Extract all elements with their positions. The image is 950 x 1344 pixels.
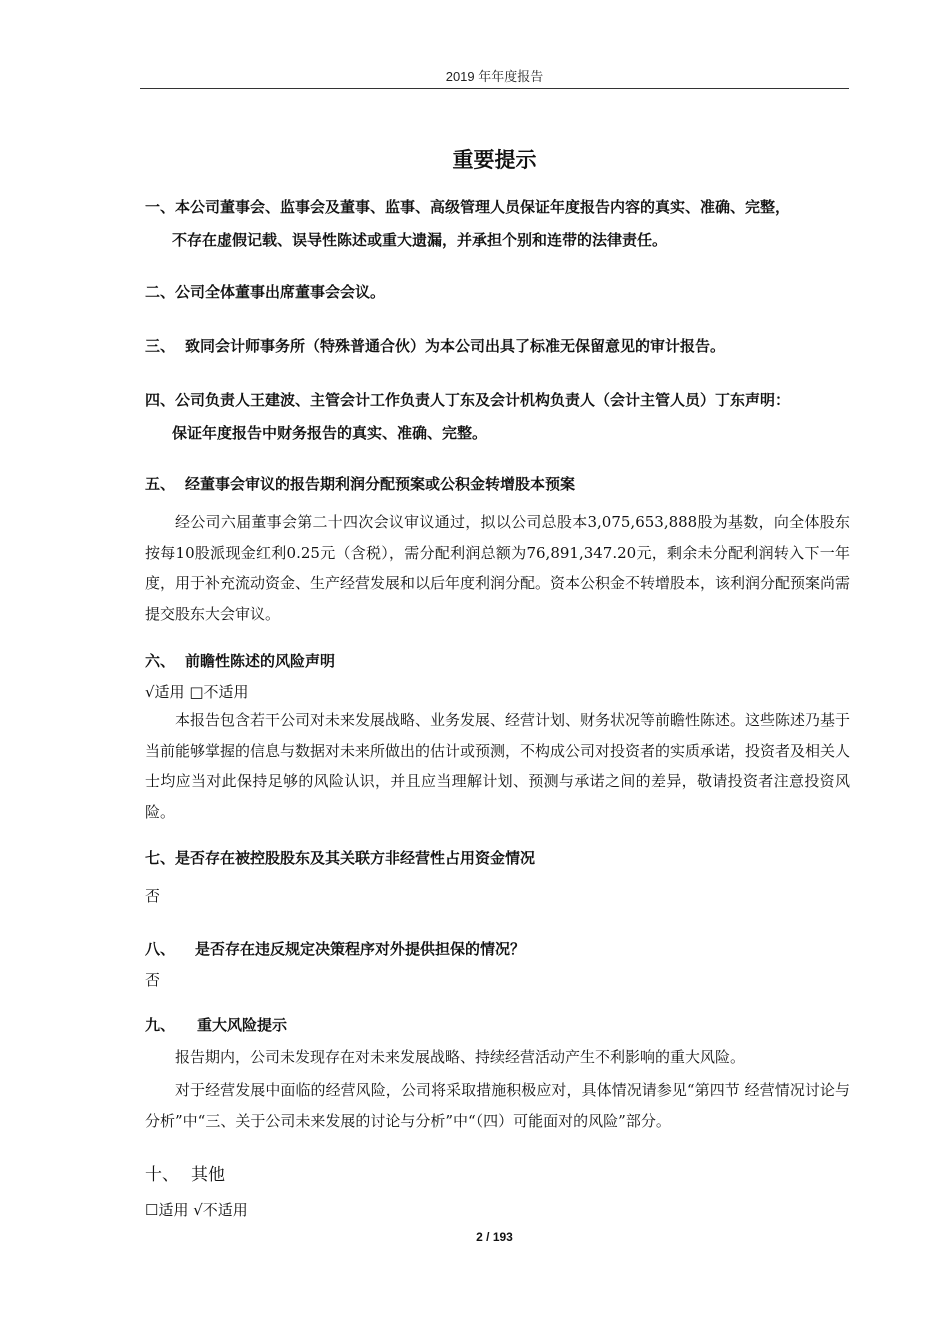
item-1-text: 本公司董事会、监事会及董事、监事、高级管理人员保证年度报告内容的真实、准确、完整， [175, 198, 791, 216]
item-1-heading [145, 190, 790, 224]
item-7-text: 是否存在被控股股东及其关联方非经营性占用资金情况 [175, 849, 536, 867]
item-1-number: 一、 [145, 198, 176, 216]
item-6-applicability: √适用 □不适用 [145, 683, 249, 701]
item-8-answer: 否 [145, 971, 161, 989]
item-9-body-1: 报告期内，公司未发现存在对未来发展战略、持续经营活动产生不利影响的重大风险。 [175, 1048, 746, 1066]
item-5-heading [145, 467, 575, 501]
item-8-heading [145, 932, 525, 966]
header-rule [140, 88, 849, 89]
item-5-body: 经公司六届董事会第二十四次会议审议通过，拟以公司总股本3,075,653,888股为基数，向全体股东按每10股派现金红利0.25元（含税），需分配利润总额为76,891,347.20元，剩余未分配利润转入下一年度，用于补充流动资金、生产经营发展和以后年度利润分配。资本公积金不转增股本，该利润分配预案尚需提交股东大会审议。 [145, 513, 851, 623]
item-4-continuation: 保证年度报告中财务报告的真实、准确、完整。 [172, 424, 488, 442]
item-9-body-2: 对于经营发展中面临的经营风险，公司将采取措施积极应对，具体情况请参见“第四节 经营情况讨论与分析”中“三、关于公司未来发展的讨论与分析”中“（四）可能面对的风险”部分。 [145, 1081, 850, 1130]
item-7-answer: 否 [145, 887, 161, 905]
item-4-text: 公司负责人王建波、主管会计工作负责人丁东及会计机构负责人（会计主管人员）丁东声明： [175, 391, 791, 409]
item-5-number: 五、 [145, 475, 176, 493]
item-2-heading [145, 275, 385, 309]
page-title: 重要提示 [452, 148, 537, 172]
item-8-text: 是否存在违反规定决策程序对外提供担保的情况？ [195, 940, 526, 958]
item-3-text: 致同会计师事务所（特殊普通合伙）为本公司出具了标准无保留意见的审计报告。 [185, 337, 726, 355]
item-8-number: 八、 [145, 940, 176, 958]
item-9-number: 九、 [145, 1016, 176, 1034]
item-10-number: 十、 [145, 1165, 179, 1185]
item-5-text: 经董事会审议的报告期利润分配预案或公积金转增股本预案 [185, 475, 576, 493]
item-2-text: 公司全体董事出席董事会会议。 [175, 283, 386, 301]
item-7-heading [145, 841, 535, 875]
item-10-text: 其他 [191, 1165, 225, 1185]
item-6-number: 六、 [145, 652, 176, 670]
running-header: 2019 年年度报告 [445, 69, 544, 84]
item-3-number: 三、 [145, 337, 176, 355]
item-7-number: 七、 [145, 849, 176, 867]
item-2-number: 二、 [145, 283, 176, 301]
item-4-heading [145, 383, 790, 417]
item-9-text: 重大风险提示 [197, 1016, 288, 1034]
item-6-body: 本报告包含若干公司对未来发展战略、业务发展、经营计划、财务状况等前瞻性陈述。这些陈述乃基于当前能够掌握的信息与数据对未来所做出的估计或预测，不构成公司对投资者的实质承诺，投资者及相关人士均应当对此保持足够的风险认识，并且应当理解计划、预测与承诺之间的差异，敬请投资者注意投资风险。 [145, 711, 851, 821]
item-10-heading [145, 1158, 225, 1192]
item-3-heading [145, 329, 725, 363]
item-9-heading [145, 1008, 287, 1042]
page-number: 2 / 193 [476, 1230, 513, 1244]
item-4-number: 四、 [145, 391, 176, 409]
item-1-continuation: 不存在虚假记载、误导性陈述或重大遗漏，并承担个别和连带的法律责任。 [172, 231, 668, 249]
item-6-text: 前瞻性陈述的风险声明 [185, 652, 336, 670]
item-10-applicability: ☐适用 √不适用 [145, 1201, 248, 1219]
item-6-heading [145, 644, 335, 678]
